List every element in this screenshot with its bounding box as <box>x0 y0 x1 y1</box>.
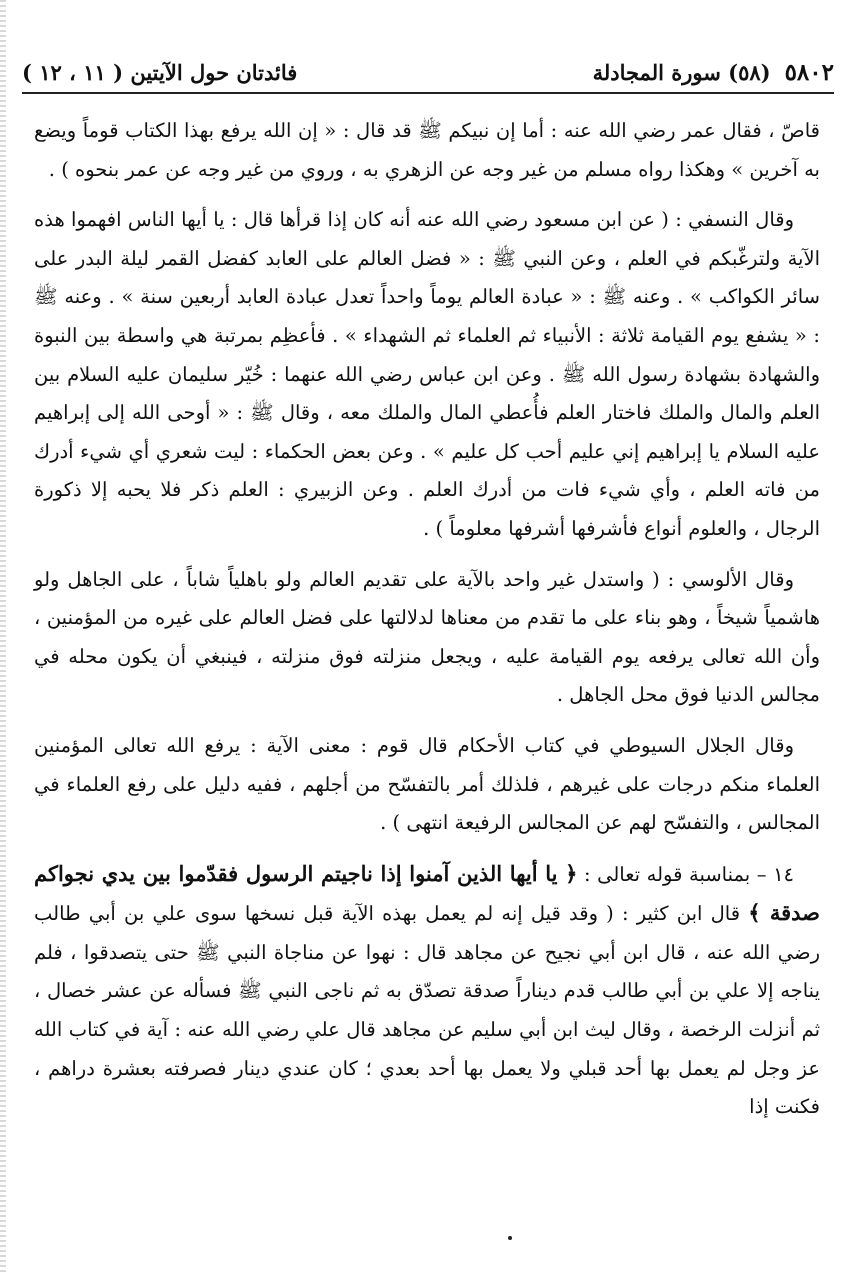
quranic-verse: ﴿ يا أيها الذين آمنوا إذا ناجيتم الرسول فقدّموا بين يدي نجواكم صدقة ﴾ <box>34 860 820 926</box>
paragraph-section-14 <box>34 855 820 1127</box>
paragraph: وقال الجلال السيوطي في كتاب الأحكام قال قوم : معنى الآية : يرفع الله تعالى المؤمنين العلماء منكم درجات على غيرهم ، فلذلك أمر بالتفسّح من أجلهم ، ففيه دليل على رفع العلماء في المجالس ، والتفسّح لهم عن المجالس الرفيعة انتهى ) . <box>34 733 820 835</box>
section-number-prefix: ١٤ – بمناسبة قوله تعالى : <box>583 862 795 886</box>
bottom-dot-mark <box>508 1236 512 1240</box>
paragraph: وقال الألوسي : ( واستدل غير واحد بالآية على تقديم العالم ولو باهلياً شاباً ، على الجاهل ولو هاشمياً شيخاً ، وهو بناء على ما تقدم من معناها لدلالتها على فضل العالم على غيره من المؤمنين ، وأن الله تعالى يرفعه يوم القيامة عليه ، ويجعل منزلته فوق منزلته ، فينبغي أن يكون محله في مجالس الدنيا فوق محل الجاهل . <box>34 567 820 707</box>
running-header <box>22 52 834 94</box>
section-title: فائدتان حول الآيتين ( ١١ ، ١٢ ) <box>22 59 298 85</box>
page-number: ٥٨٠٢ <box>784 58 834 86</box>
page-edge-shadow <box>0 0 6 1272</box>
body-text <box>34 112 820 1139</box>
header-right-group <box>593 59 834 86</box>
paragraph: قاصّ ، فقال عمر رضي الله عنه : أما إن نبيكم ﷺ قد قال : « إن الله يرفع بهذا الكتاب قوماً ويضع به آخرين » وهكذا رواه مسلم من غير وجه عن الزهري به ، وروي من غير وجه عن عمر بنحوه ) . <box>34 119 820 181</box>
surah-title: (٥٨) سورة المجادلة <box>592 59 771 85</box>
paragraph: وقال النسفي : ( عن ابن مسعود رضي الله عنه أنه كان إذا قرأها قال : يا أيها الناس افهموا هذه الآية ولترغّبكم في العلم ، وعن النبي ﷺ : « فضل العالم على العابد كفضل القمر ليلة البدر على سائر الكواكب » . وعنه ﷺ : « عبادة العالم يوماً واحداً تعدل عبادة العابد أربعين سنة » . وعنه ﷺ : « يشفع يوم القيامة ثلاثة : الأنبياء ثم العلماء ثم الشهداء » . فأعظِم بمرتبة هي واسطة بين النبوة والشهادة بشهادة رسول الله ﷺ . وعن ابن عباس رضي الله عنهما : خُيّر سليمان عليه السلام بين العلم والمال والملك فاختار العلم فأُعطي المال والملك معه ، وقال ﷺ : « أوحى الله إلى إبراهيم عليه السلام يا إبراهيم إني عليم أحب كل عليم » . وعن بعض الحكماء : ليت شعري أي شيء أدرك من فاته العلم ، وأي شيء فات من أدرك العلم . وعن الزبيري : العلم ذكر فلا يحبه إلا ذكورة الرجال ، والعلوم أنواع فأشرفها أشرفها معلوماً ) . <box>34 208 820 540</box>
paragraph-continuation: قال ابن كثير : ( وقد قيل إنه لم يعمل بهذه الآية قبل نسخها سوى علي بن أبي طالب رضي الله عنه ، قال ابن أبي نجيح عن مجاهد قال : نهوا عن مناجاة النبي ﷺ حتى يتصدقوا ، فلم يناجه إلا علي بن أبي طالب قدم ديناراً صدقة تصدّق به ثم ناجى النبي ﷺ فسأله عن عشر خصال ، ثم أنزلت الرخصة ، وقال ليث ابن أبي سليم عن مجاهد قال علي رضي الله عنه : آية في كتاب الله عز وجل لم يعمل بها أحد قبلي ولا يعمل بها أحد بعدي ؛ كان عندي دينار فصرفته بعشرة دراهم ، فكنت إذا <box>34 902 820 1119</box>
